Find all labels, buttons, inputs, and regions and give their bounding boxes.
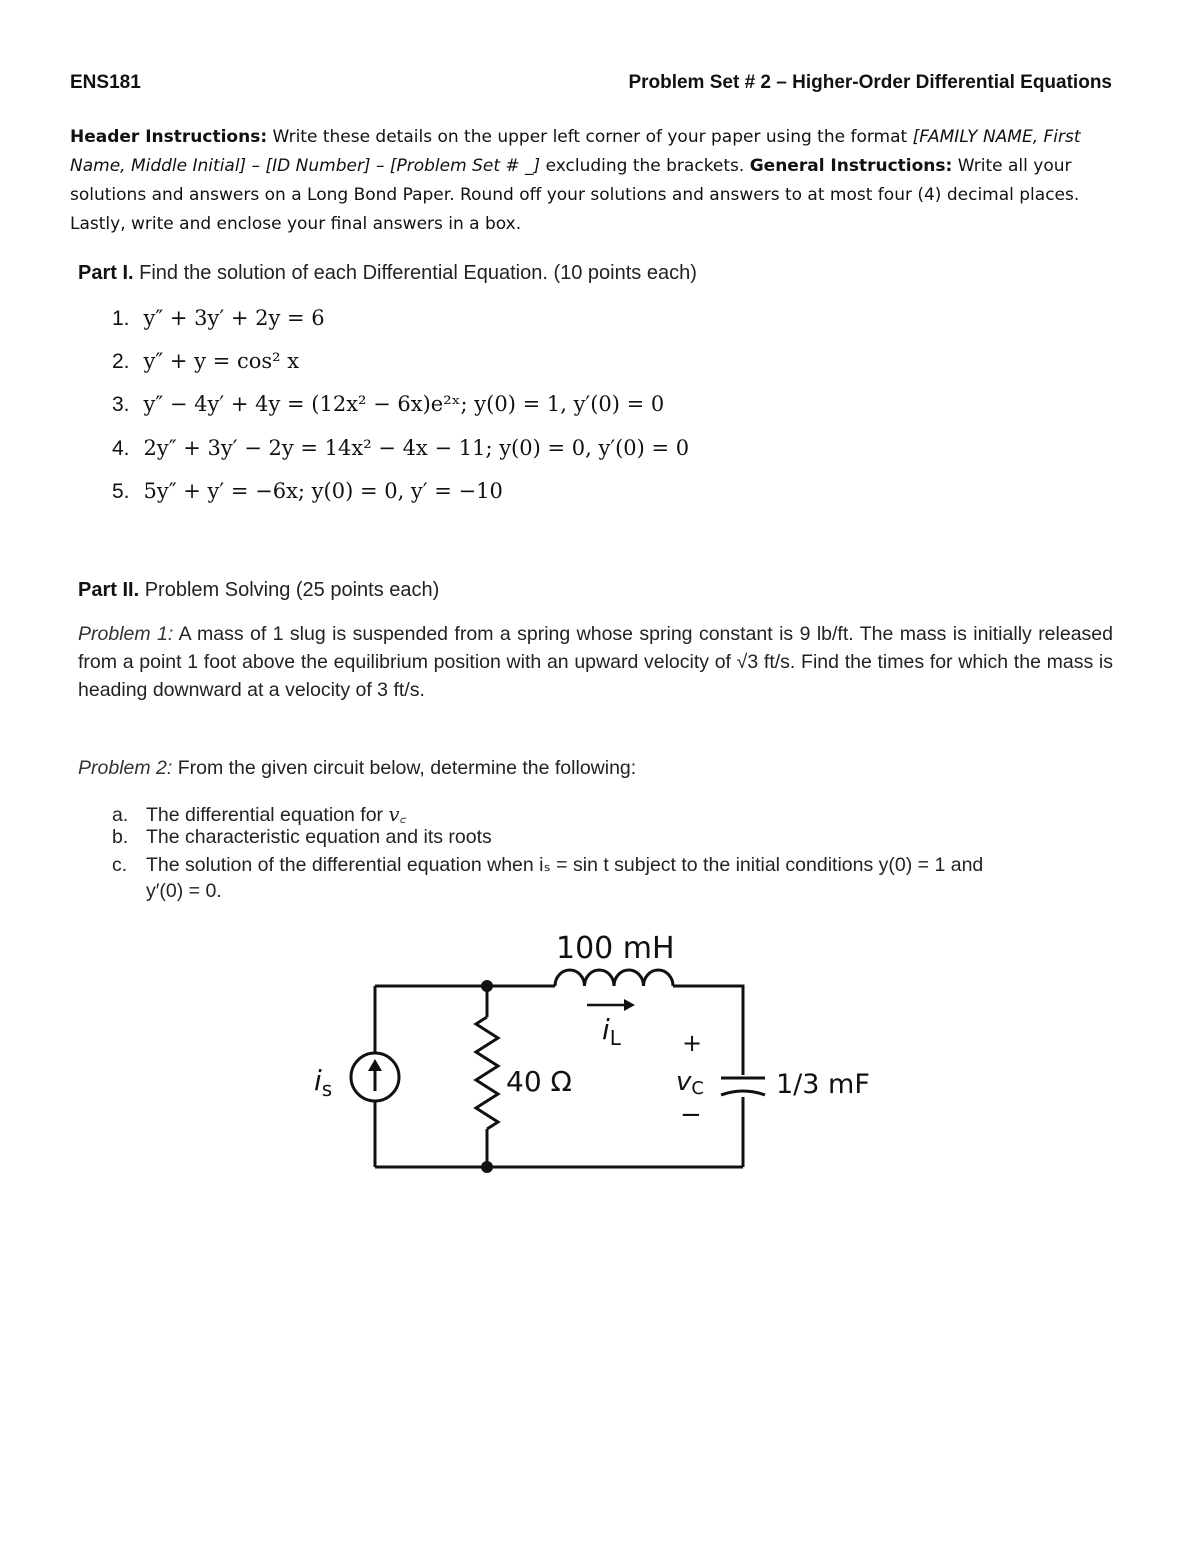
item-text: y′(0) = 0.	[146, 880, 222, 902]
general-instructions-text: Write all your solutions and answers on a Long Bond Paper. Round off your solutions and answers to at most four (4) decimal places. Lastly, write and enclose your final answers in a box.	[70, 156, 1080, 234]
problem-2-item-a	[112, 800, 406, 827]
part2-text: Problem Solving (25 points each)	[139, 579, 440, 601]
equation-number: 1.	[112, 307, 130, 330]
voltage-label-sub: C	[691, 1078, 704, 1099]
current-label	[602, 1013, 622, 1050]
junction-bottom	[481, 1161, 493, 1173]
resistor-zigzag	[476, 1017, 498, 1129]
capacitor-label: 1/3 mF	[776, 1069, 870, 1100]
part1-heading	[78, 262, 697, 285]
equation-expression: 2y″ + 3y′ − 2y = 14x² − 4x − 11; y(0) = 0, y′(0) = 0	[143, 436, 690, 460]
item-text: The characteristic equation and its roots	[146, 826, 492, 848]
item-letter: b.	[112, 826, 129, 848]
item-letter: c.	[112, 854, 128, 876]
general-instructions-label: General Instructions:	[749, 156, 953, 176]
part2-label: Part II.	[78, 579, 140, 601]
equation-number: 5.	[112, 480, 130, 503]
circuit-diagram	[300, 925, 900, 1185]
item-text: The differential equation for	[146, 804, 389, 826]
source-label-main: i	[314, 1064, 322, 1097]
source-label-sub: s	[321, 1077, 333, 1101]
item-text: The solution of the differential equation when iₛ = sin t subject to the initial conditions y(0) = 1 and	[146, 854, 984, 876]
problem-1	[78, 620, 1113, 704]
equation-2	[112, 349, 299, 374]
voltage-plus: +	[682, 1029, 703, 1057]
equation-5	[112, 479, 503, 504]
problem-2-label: Problem 2:	[78, 757, 173, 779]
part1-text: Find the solution of each Differential Equation. (10 points each)	[133, 262, 697, 284]
problem-2-item-c-continued	[112, 880, 222, 903]
problem-1-text: A mass of 1 slug is suspended from a spring whose spring constant is 9 lb/ft. The mass is initially released from a point 1 foot above the equilibrium position with an upward velocity of √3 ft/s. Find the times for which the mass is heading downward at a velocity of 3 ft/s.	[78, 623, 1113, 701]
equation-expression: 5y″ + y′ = −6x; y(0) = 0, y′ = −10	[143, 479, 503, 503]
problem-2	[78, 757, 636, 780]
header-instructions-text-2: excluding the brackets.	[540, 156, 750, 176]
equation-3	[112, 392, 664, 417]
problem-2-item-c	[112, 853, 983, 877]
course-code: ENS181	[70, 72, 141, 93]
part1-label: Part I.	[78, 262, 134, 284]
source-label	[314, 1064, 332, 1101]
equation-4	[112, 436, 689, 461]
junction-top	[481, 980, 493, 992]
current-arrow-head	[624, 999, 635, 1011]
equation-number: 3.	[112, 393, 130, 416]
problem-2-item-b	[112, 826, 492, 849]
inductor-label: 100 mH	[556, 931, 675, 966]
capacitor-plate-bottom	[721, 1091, 765, 1095]
part2-heading	[78, 579, 439, 602]
resistor-label: 40 Ω	[506, 1065, 572, 1098]
equation-number: 2.	[112, 350, 130, 373]
equation-expression: y″ + y = cos² x	[143, 349, 300, 373]
voltage-minus: −	[680, 1100, 702, 1130]
problem-2-text: From the given circuit below, determine the following:	[172, 757, 637, 779]
item-letter: a.	[112, 804, 129, 826]
item-math: v꜀	[388, 803, 407, 826]
current-label-main: i	[602, 1013, 610, 1046]
equation-1	[112, 306, 325, 331]
header-instructions-label: Header Instructions:	[70, 127, 268, 147]
inductor-coil	[555, 970, 673, 986]
current-label-sub: L	[609, 1026, 621, 1050]
problem-1-label: Problem 1:	[78, 623, 174, 645]
voltage-label	[676, 1067, 704, 1099]
source-arrow-head	[368, 1059, 382, 1071]
equation-number: 4.	[112, 437, 130, 460]
header-format: [FAMILY NAME, First Name, Middle Initial] – [ID Number] – [Problem Set # _]	[70, 127, 1081, 176]
header-instructions-text: Write these details on the upper left corner of your paper using the format	[267, 127, 913, 147]
instructions-paragraph	[70, 123, 1115, 239]
equation-expression: y″ + 3y′ + 2y = 6	[143, 306, 325, 330]
problem-set-title: Problem Set # 2 – Higher-Order Differential Equations	[628, 72, 1112, 93]
equation-expression: y″ − 4y′ + 4y = (12x² − 6x)e²ˣ; y(0) = 1, y′(0) = 0	[143, 392, 665, 416]
voltage-label-main: v	[676, 1067, 692, 1097]
